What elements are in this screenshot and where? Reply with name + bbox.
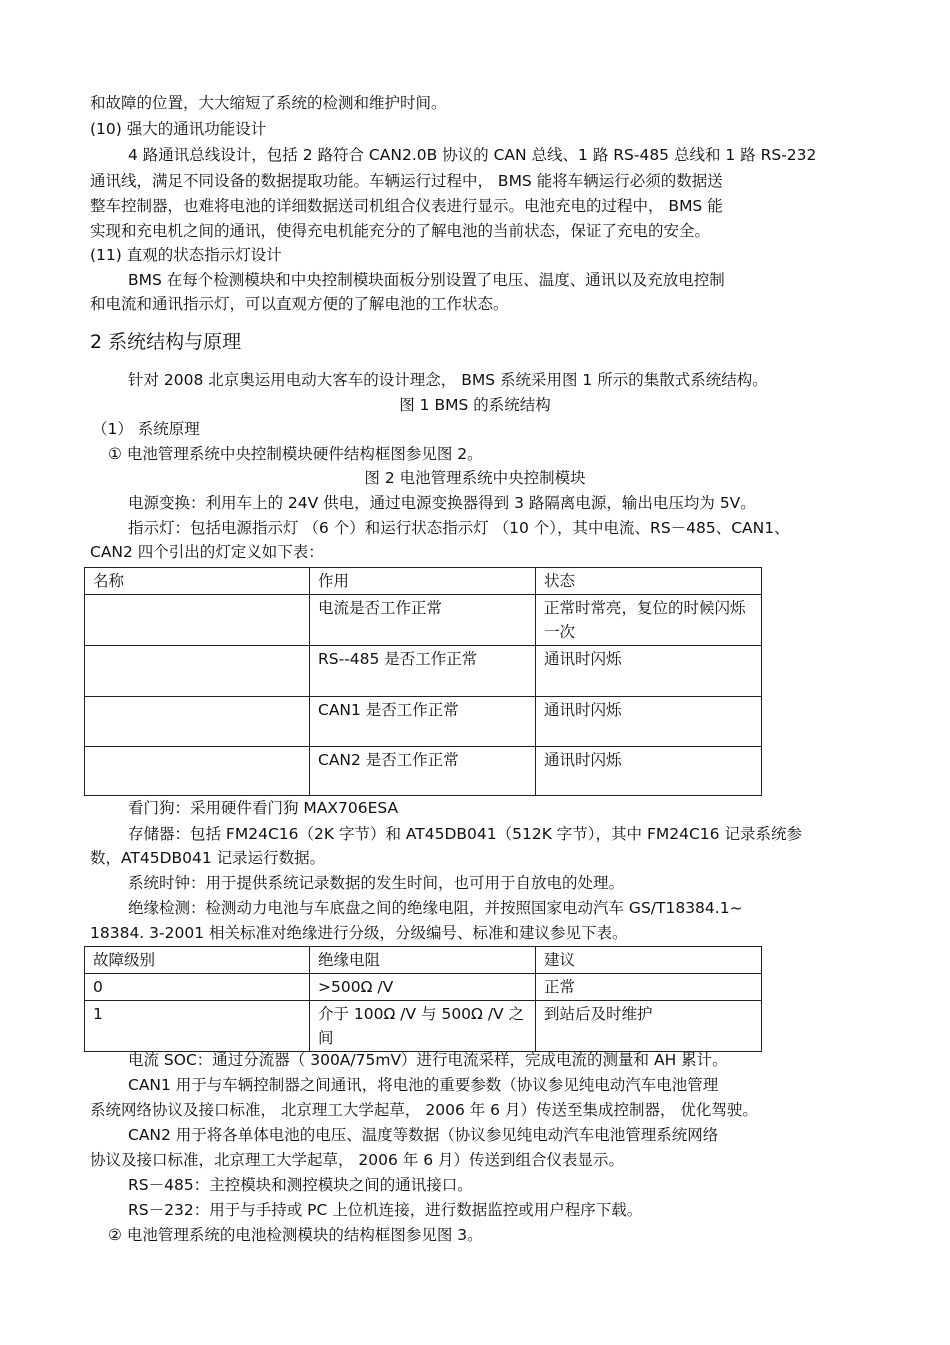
paragraph-line: 电流 SOC：通过分流器（ 300A/75mV）进行电流采样，完成电流的测量和 AH 累计。: [128, 1051, 728, 1069]
table-row: [85, 747, 762, 796]
paragraph-line: 4 路通讯总线设计，包括 2 路符合 CAN2.0B 协议的 CAN 总线、1 路 RS-485 总线和 1 路 RS-232: [128, 146, 817, 164]
table-cell: RS--485 是否工作正常: [310, 646, 536, 697]
table-header-row: [85, 568, 762, 595]
paragraph-line: 指示灯：包括电源指示灯 （6 个）和运行状态指示灯 （10 个），其中电流、RS－485、CAN1、: [128, 519, 790, 537]
paragraph-line: CAN2 四个引出的灯定义如下表：: [90, 543, 324, 561]
table-cell: [85, 697, 310, 747]
paragraph-line: 系统网络协议及接口标准， 北京理工大学起草， 2006 年 6 月）传送至集成控制器， 优化驾驶。: [90, 1101, 758, 1119]
paragraph-line: 协议及接口标准，北京理工大学起草， 2006 年 6 月）传送到组合仪表显示。: [90, 1151, 625, 1169]
paragraph-line: 实现和充电机之间的通讯，使得充电机能充分的了解电池的当前状态，保证了充电的安全。: [90, 222, 711, 240]
insulation-table: [84, 946, 762, 1052]
subsection-heading: （1） 系统原理: [92, 420, 200, 438]
paragraph-line: ② 电池管理系统的电池检测模块的结构框图参见图 3。: [108, 1226, 483, 1244]
paragraph-line: 通讯线，满足不同设备的数据提取功能。车辆运行过程中， BMS 能将车辆运行必须的数据送: [90, 172, 723, 190]
paragraph-line: CAN2 用于将各单体电池的电压、温度等数据（协议参见纯电动汽车电池管理系统网络: [128, 1126, 719, 1144]
paragraph-line: CAN1 用于与车辆控制器之间通讯，将电池的重要参数（协议参见纯电动汽车电池管理: [128, 1076, 719, 1094]
section-heading: (10) 强大的通讯功能设计: [90, 120, 267, 138]
paragraph-line: 针对 2008 北京奥运用电动大客车的设计理念， BMS 系统采用图 1 所示的集散式系统结构。: [128, 371, 768, 389]
table-cell: 电流是否工作正常: [310, 595, 536, 646]
table-cell: 到站后及时维护: [536, 1001, 762, 1052]
paragraph-line: ① 电池管理系统中央控制模块硬件结构框图参见图 2。: [108, 445, 483, 463]
table-header-row: [85, 947, 762, 974]
table-cell: 介于 100Ω /V 与 500Ω /V 之间: [310, 1001, 536, 1052]
table-cell: 正常时常亮，复位的时候闪烁一次: [536, 595, 762, 646]
table-cell: 1: [85, 1001, 310, 1052]
section-heading: (11) 直观的状态指示灯设计: [90, 246, 282, 264]
table-header-cell: 状态: [536, 568, 762, 595]
table-cell: [85, 747, 310, 796]
table-cell: 通讯时闪烁: [536, 747, 762, 796]
table-row: [85, 974, 762, 1001]
table-cell: [85, 595, 310, 646]
table-cell: 0: [85, 974, 310, 1001]
table-header-cell: 作用: [310, 568, 536, 595]
table-header-cell: 名称: [85, 568, 310, 595]
table-header-cell: 故障级别: [85, 947, 310, 974]
table-header-cell: 绝缘电阻: [310, 947, 536, 974]
table-row: [85, 1001, 762, 1052]
paragraph-line: 存储器：包括 FM24C16（2K 字节）和 AT45DB041（512K 字节），其中 FM24C16 记录系统参: [128, 825, 802, 843]
paragraph-line: 18384. 3-2001 相关标准对绝缘进行分级，分级编号、标准和建议参见下表。: [90, 924, 628, 942]
paragraph-line: 电源变换：利用车上的 24V 供电，通过电源变换器得到 3 路隔离电源，输出电压均为 5V。: [128, 494, 756, 512]
table-row: [85, 697, 762, 747]
figure-caption: 图 1 BMS 的系统结构: [399, 396, 551, 414]
indicator-table: [84, 567, 762, 796]
table-header-cell: 建议: [536, 947, 762, 974]
paragraph-line: 绝缘检测：检测动力电池与车底盘之间的绝缘电阻，并按照国家电动汽车 GS/T18384.1~: [128, 899, 743, 917]
table-cell: 正常: [536, 974, 762, 1001]
table-cell: 通讯时闪烁: [536, 697, 762, 747]
table-cell: [85, 646, 310, 697]
paragraph-line: 看门狗：采用硬件看门狗 MAX706ESA: [128, 799, 399, 817]
paragraph-line: 和电流和通讯指示灯，可以直观方便的了解电池的工作状态。: [90, 295, 509, 313]
table-cell: CAN2 是否工作正常: [310, 747, 536, 796]
table-row: [85, 646, 762, 697]
paragraph-line: 整车控制器，也难将电池的详细数据送司机组合仪表进行显示。电池充电的过程中， BMS 能: [90, 197, 723, 215]
table-row: [85, 595, 762, 646]
paragraph-line: RS－232：用于与手持或 PC 上位机连接，进行数据监控或用户程序下载。: [128, 1201, 643, 1219]
figure-caption: 图 2 电池管理系统中央控制模块: [364, 469, 586, 487]
paragraph-line: 系统时钟：用于提供系统记录数据的发生时间，也可用于自放电的处理。: [128, 874, 625, 892]
paragraph-line: BMS 在每个检测模块和中央控制模块面板分别设置了电压、温度、通讯以及充放电控制: [128, 271, 725, 289]
paragraph-line: RS－485：主控模块和测控模块之间的通讯接口。: [128, 1176, 473, 1194]
table-cell: >500Ω /V: [310, 974, 536, 1001]
table-cell: 通讯时闪烁: [536, 646, 762, 697]
table-cell: CAN1 是否工作正常: [310, 697, 536, 747]
paragraph-line: 和故障的位置，大大缩短了系统的检测和维护时间。: [90, 94, 447, 112]
paragraph-line: 数，AT45DB041 记录运行数据。: [90, 849, 326, 867]
chapter-heading: 2 系统结构与原理: [90, 331, 242, 353]
